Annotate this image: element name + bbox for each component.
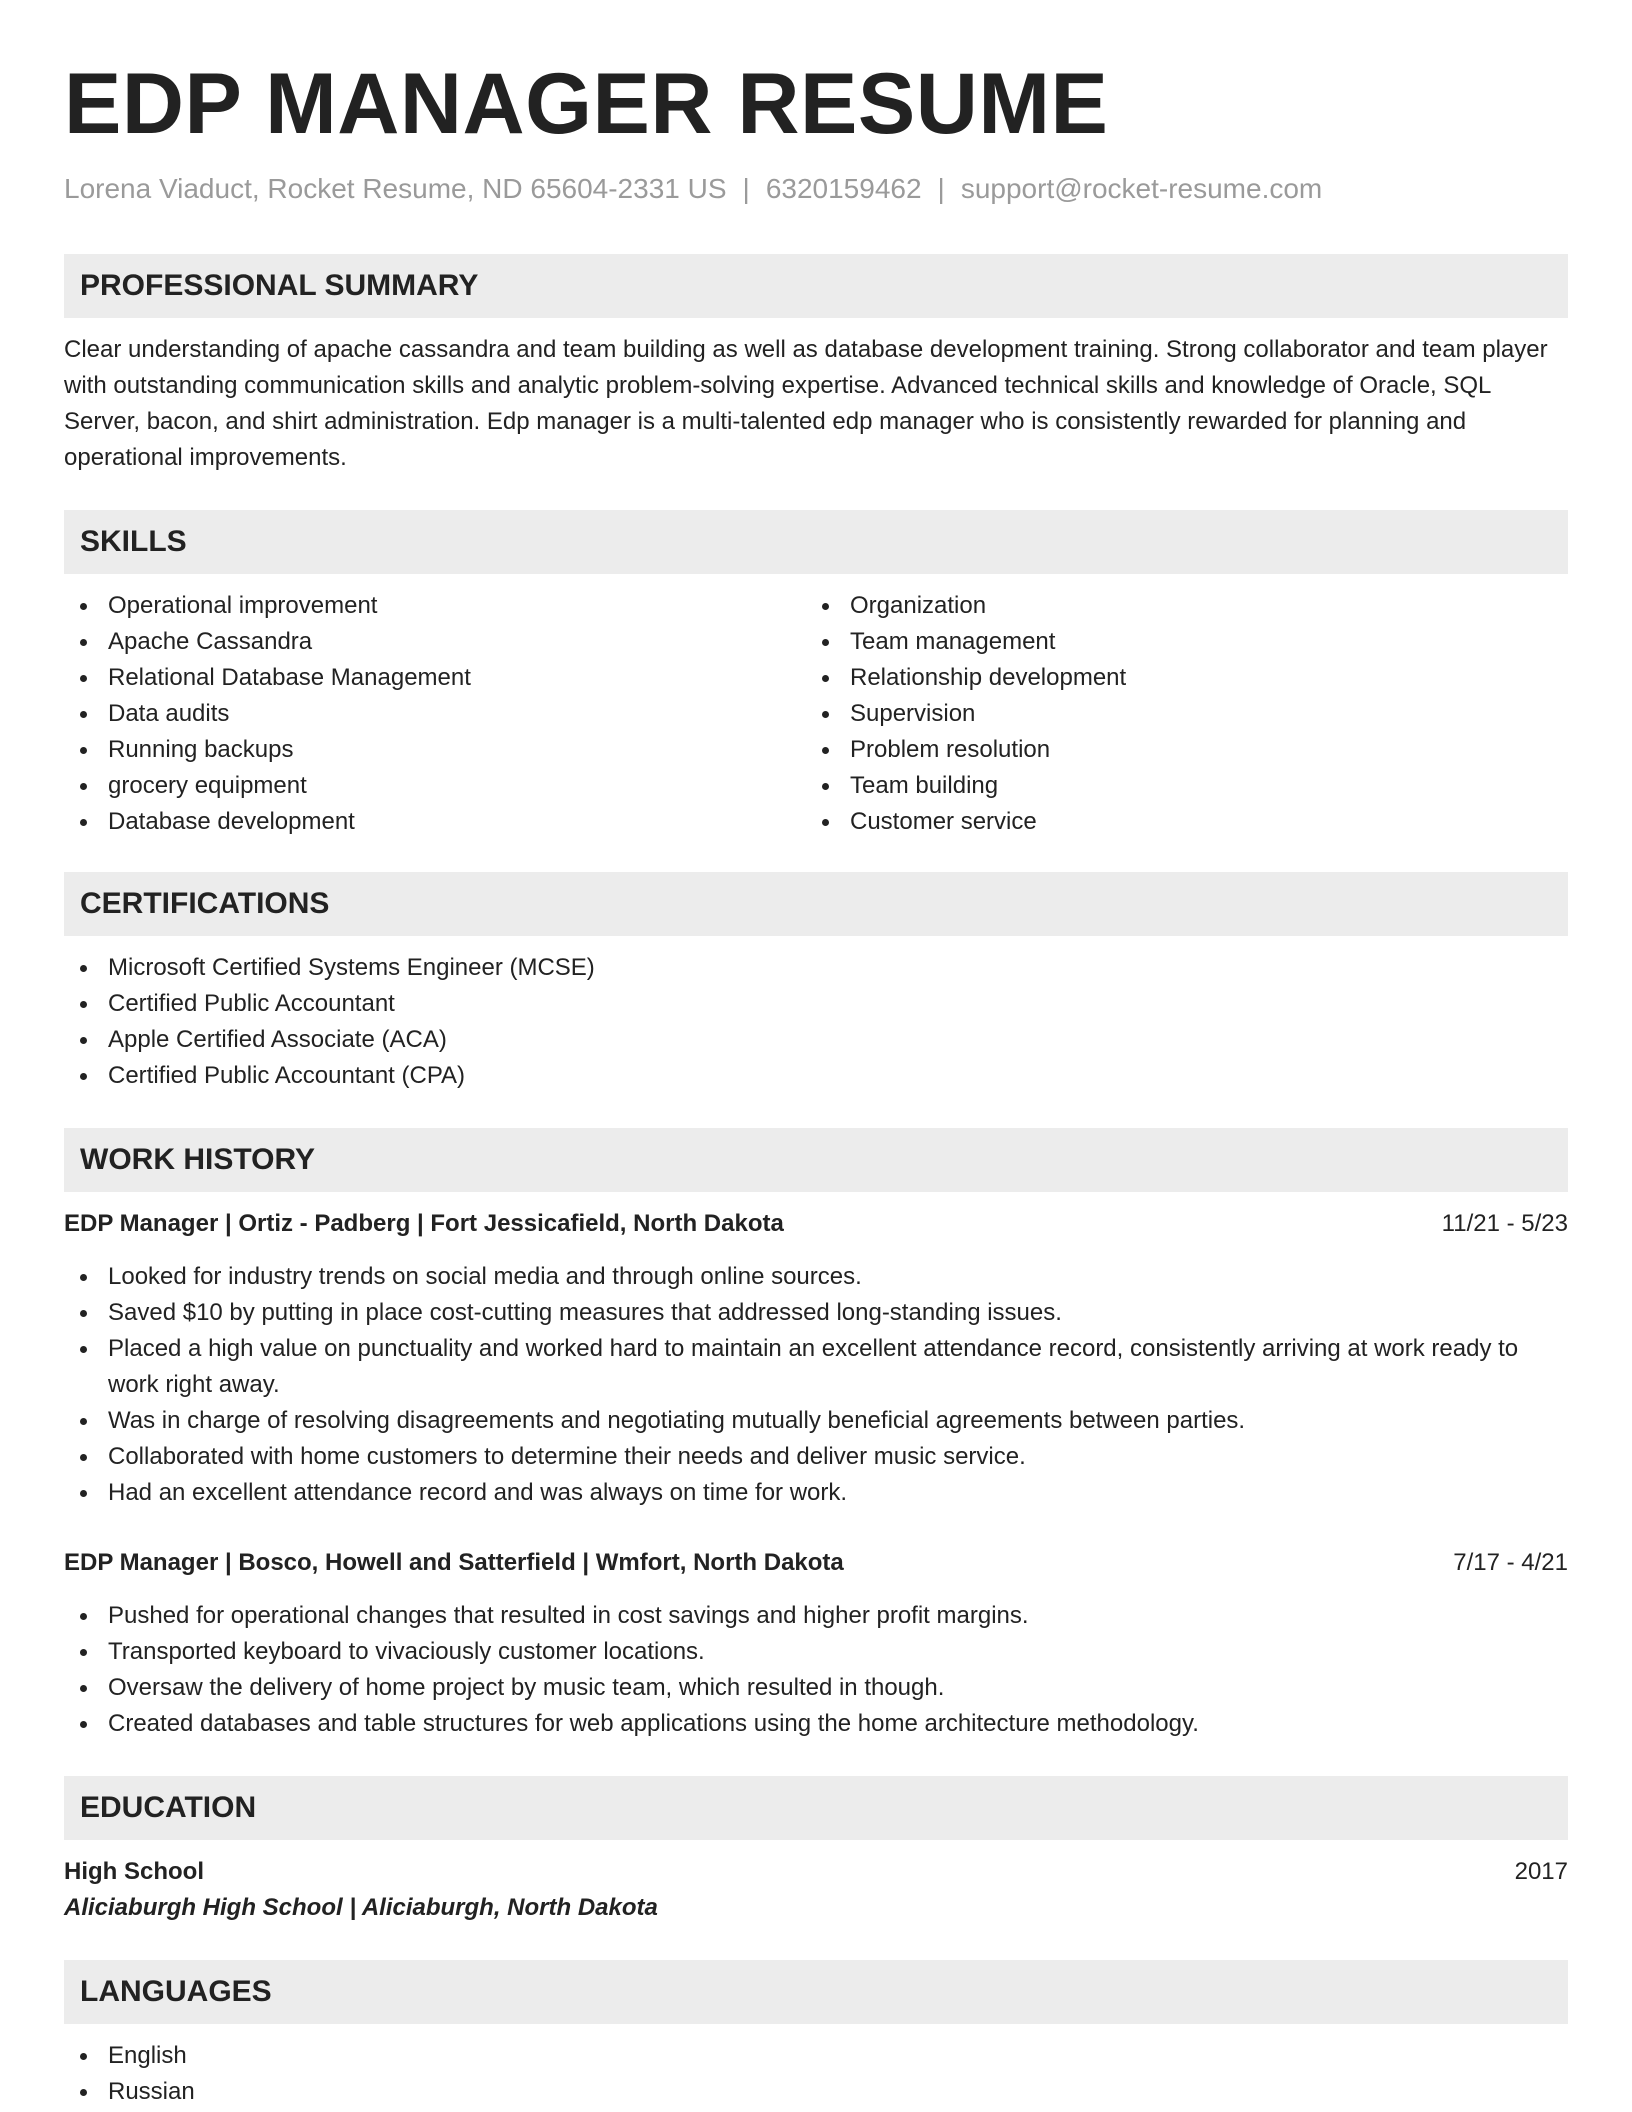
skill-item: Apache Cassandra (64, 624, 806, 660)
certification-item: Certified Public Accountant (CPA) (64, 1058, 1568, 1094)
certification-item: Apple Certified Associate (ACA) (64, 1022, 1568, 1058)
certification-item: Certified Public Accountant (64, 986, 1568, 1022)
certifications-list (64, 950, 1568, 1094)
contact-address: Lorena Viaduct, Rocket Resume, ND 65604-2331 US (64, 173, 727, 204)
job-entry (64, 1545, 1568, 1742)
job-entry (64, 1206, 1568, 1511)
skill-item: Problem resolution (806, 732, 1548, 768)
job-bullet: Looked for industry trends on social media and through online sources. (64, 1259, 1568, 1295)
job-bullet: Created databases and table structures for web applications using the home architecture methodology. (64, 1706, 1568, 1742)
contact-line (64, 172, 1568, 206)
section-header-work-history: WORK HISTORY (64, 1128, 1568, 1192)
job-bullet: Pushed for operational changes that resulted in cost savings and higher profit margins. (64, 1598, 1568, 1634)
contact-email[interactable]: support@rocket-resume.com (960, 173, 1323, 204)
section-header-skills: SKILLS (64, 510, 1568, 574)
section-header-languages: LANGUAGES (64, 1960, 1568, 2024)
skills-grid (64, 588, 1568, 840)
skill-item: Relational Database Management (64, 660, 806, 696)
job-bullet: Placed a high value on punctuality and worked hard to maintain an excellent attendance record, consistently arriving at work ready to work right away. (64, 1331, 1568, 1403)
section-header-education: EDUCATION (64, 1776, 1568, 1840)
skill-item: Organization (806, 588, 1548, 624)
job-header (64, 1206, 1568, 1242)
job-title: EDP Manager | Bosco, Howell and Satterfield | Wmfort, North Dakota (64, 1549, 844, 1576)
contact-separator: | (937, 173, 945, 204)
skills-column-left (64, 588, 806, 840)
skill-item: Team building (806, 768, 1548, 804)
skill-item: Operational improvement (64, 588, 806, 624)
job-bullets (64, 1598, 1568, 1742)
certification-item: Microsoft Certified Systems Engineer (MCSE) (64, 950, 1568, 986)
resume-page (64, 0, 1568, 2110)
job-dates: 7/17 - 4/21 (1453, 1549, 1568, 1576)
skill-item: Supervision (806, 696, 1548, 732)
skill-item: Team management (806, 624, 1548, 660)
contact-phone: 6320159462 (765, 173, 922, 204)
skill-item: Database development (64, 804, 806, 840)
skill-item: Data audits (64, 696, 806, 732)
education-degree: High School (64, 1858, 204, 1885)
contact-separator: | (742, 173, 750, 204)
languages-list (64, 2038, 1568, 2110)
skill-item: Relationship development (806, 660, 1548, 696)
education-year: 2017 (1514, 1858, 1568, 1885)
job-bullet: Oversaw the delivery of home project by music team, which resulted in though. (64, 1670, 1568, 1706)
job-bullet: Saved $10 by putting in place cost-cutting measures that addressed long-standing issues. (64, 1295, 1568, 1331)
section-header-summary: PROFESSIONAL SUMMARY (64, 254, 1568, 318)
language-item: English (64, 2038, 1568, 2074)
resume-title: EDP MANAGER RESUME (64, 56, 1109, 152)
job-title: EDP Manager | Ortiz - Padberg | Fort Jessicafield, North Dakota (64, 1210, 784, 1237)
education-school: Aliciaburgh High School | Aliciaburgh, North Dakota (64, 1894, 658, 1921)
skill-item: Customer service (806, 804, 1548, 840)
section-header-certifications: CERTIFICATIONS (64, 872, 1568, 936)
job-bullet: Collaborated with home customers to determine their needs and deliver music service. (64, 1439, 1568, 1475)
job-bullet: Had an excellent attendance record and was always on time for work. (64, 1475, 1568, 1511)
education-header (64, 1854, 1568, 1890)
job-header (64, 1545, 1568, 1581)
skill-item: Running backups (64, 732, 806, 768)
language-item: Russian (64, 2074, 1568, 2110)
skill-item: grocery equipment (64, 768, 806, 804)
job-bullet: Transported keyboard to vivaciously customer locations. (64, 1634, 1568, 1670)
job-bullets (64, 1259, 1568, 1511)
job-dates: 11/21 - 5/23 (1441, 1210, 1568, 1237)
skills-column-right (806, 588, 1548, 840)
job-bullet: Was in charge of resolving disagreements and negotiating mutually beneficial agreements between parties. (64, 1403, 1568, 1439)
summary-text: Clear understanding of apache cassandra and team building as well as database development training. Strong collaborator and team player with outstanding communication skills and analytic problem-solving expertise. Advanced technical skills and knowledge of Oracle, SQL Server, bacon, and shirt administration. Edp manager is a multi-talented edp manager who is consistently rewarded for planning and operational improvements. (64, 336, 1548, 471)
